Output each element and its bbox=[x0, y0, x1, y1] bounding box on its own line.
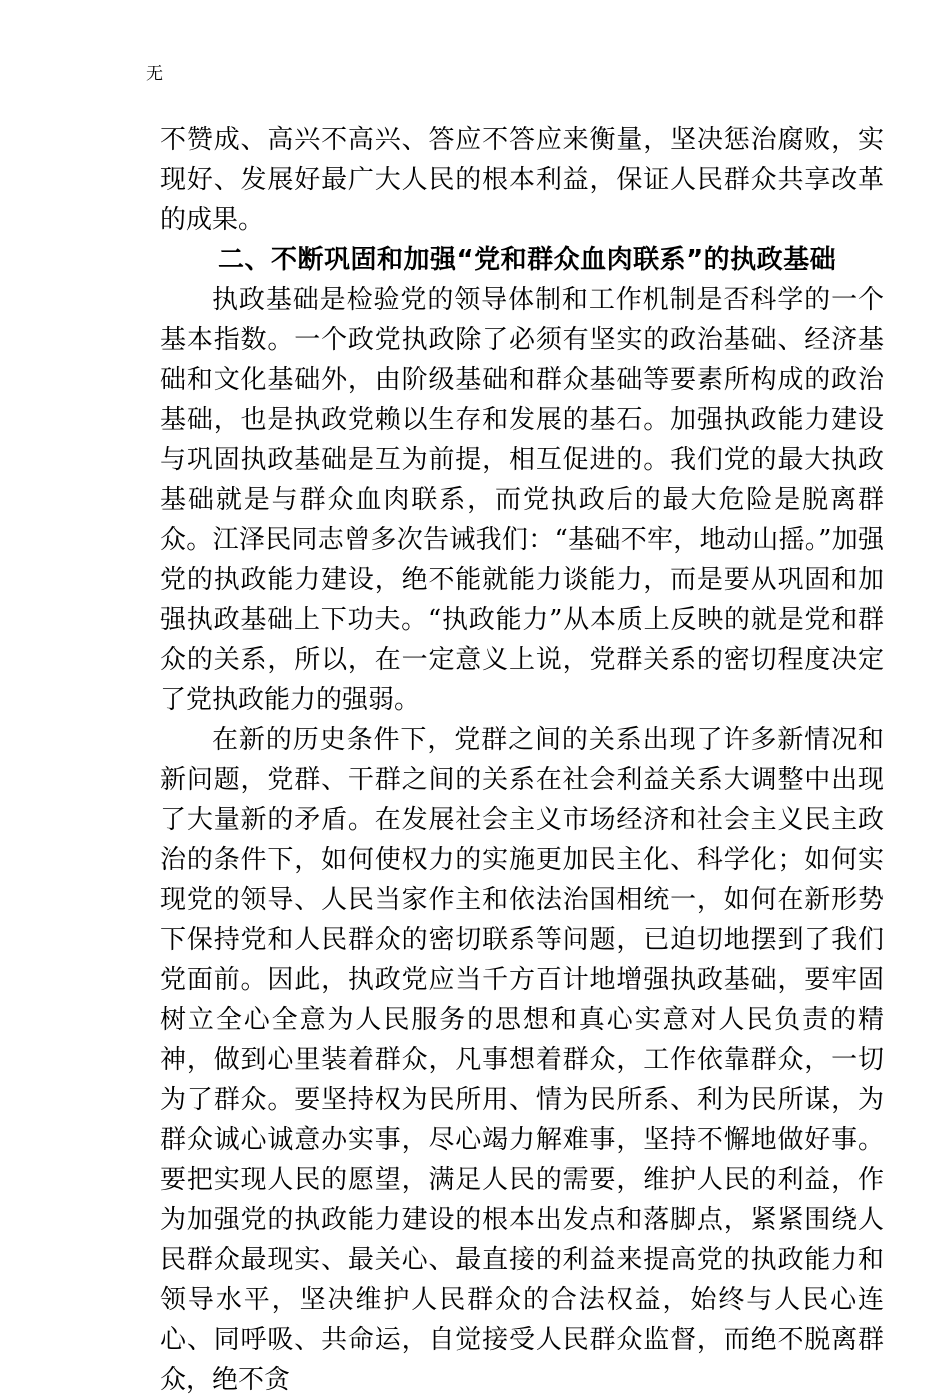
paragraph-new-conditions: 在新的历史条件下，党群之间的关系出现了许多新情况和新问题，党群、干群之间的关系在社会利益关系大调整中出现了大量新的矛盾。在发展社会主义市场经济和社会主义民主政治的条件下，如何使权力的实施更加民主化、科学化；如何实现党的领导、人民当家作主和依法治国相统一，如何在新形势下保持党和人民群众的密切联系等问题，已迫切地摆到了我们党面前。因此，执政党应当千方百计地增强执政基础，要牢固树立全心全意为人民服务的思想和真心实意对人民负责的精神，做到心里装着群众，凡事想着群众，工作依靠群众，一切为了群众。要坚持权为民所用、情为民所系、利为民所谋，为群众诚心诚意办实事，尽心竭力解难事，坚持不懈地做好事。要把实现人民的愿望，满足人民的需要，维护人民的利益，作为加强党的执政能力建设的根本出发点和落脚点，紧紧围绕人民群众最现实、最关心、最直接的利益来提高党的执政能力和领导水平，坚决维护人民群众的合法权益，始终与人民心连心、同呼吸、共命运，自觉接受人民群众监督，而绝不脱离群众，绝不贪 bbox=[160, 725, 884, 1395]
document-body bbox=[160, 120, 884, 1400]
paragraph-continued: 不赞成、高兴不高兴、答应不答应来衡量，坚决惩治腐败，实现好、发展好最广大人民的根本利益，保证人民群众共享改革的成果。 bbox=[160, 125, 884, 235]
paragraph-governing-foundation: 执政基础是检验党的领导体制和工作机制是否科学的一个基本指数。一个政党执政除了必须有坚实的政治基础、经济基础和文化基础外，由阶级基础和群众基础等要素所构成的政治基础，也是执政党赖以生存和发展的基石。加强执政能力建设与巩固执政基础是互为前提，相互促进的。我们党的最大执政基础就是与群众血肉联系，而党执政后的最大危险是脱离群众。江泽民同志曾多次告诫我们：“基础不牢，地动山摇。”加强党的执政能力建设，绝不能就能力谈能力，而是要从巩固和加强执政基础上下功夫。“执政能力”从本质上反映的就是党和群众的关系，所以，在一定意义上说，党群关系的密切程度决定了党执政能力的强弱。 bbox=[160, 285, 884, 715]
page-header-mark: 无 bbox=[146, 64, 163, 84]
section-heading: 二、不断巩固和加强“党和群众血肉联系”的执政基础 bbox=[218, 245, 837, 275]
